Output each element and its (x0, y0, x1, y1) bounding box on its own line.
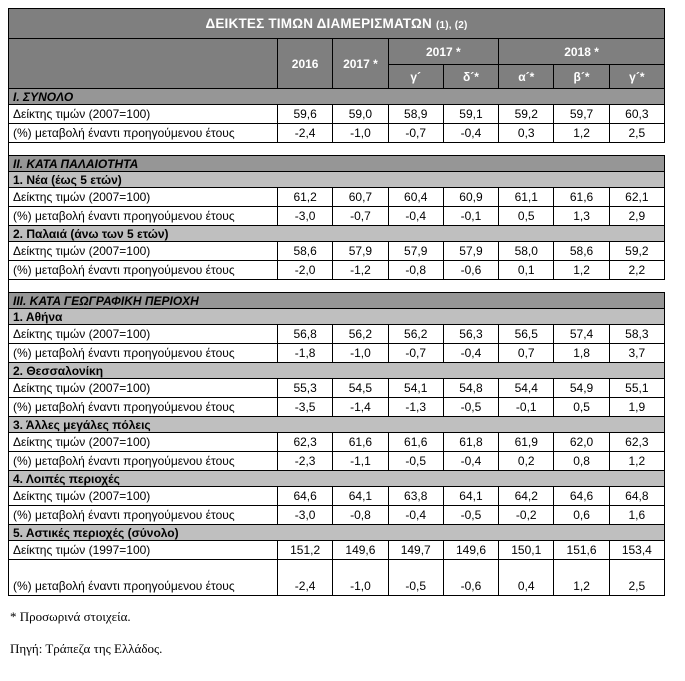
value-cell: 59,1 (443, 105, 498, 124)
section-header-label: ΙΙΙ. ΚΑΤΑ ΓΕΩΓΡΑΦΙΚΗ ΠΕΡΙΟΧΗ (9, 293, 665, 309)
value-cell: -0,4 (443, 344, 498, 363)
value-cell: 56,5 (499, 325, 554, 344)
value-cell: 57,9 (333, 242, 388, 261)
subsection-header-row (9, 417, 665, 433)
value-cell: 1,8 (554, 344, 609, 363)
subsection-header-label: 1. Αθήνα (9, 309, 665, 325)
value-cell: 61,6 (333, 433, 388, 452)
value-cell: -0,6 (443, 560, 498, 596)
footnote-source: Πηγή: Τράπεζα της Ελλάδος. (10, 641, 163, 656)
value-cell: 61,6 (554, 188, 609, 207)
table-row (9, 344, 665, 363)
section-header-row (9, 89, 665, 105)
value-cell: 0,2 (499, 452, 554, 471)
apartment-price-index-table (8, 8, 665, 596)
row-label: (%) μεταβολή έναντι προηγούμενου έτους (9, 207, 278, 226)
value-cell: 149,6 (333, 541, 388, 560)
value-cell: 1,6 (609, 506, 664, 525)
section-header-label: ΙΙ. ΚΑΤΑ ΠΑΛΑΙΟΤΗΤΑ (9, 156, 665, 172)
value-cell: 54,9 (554, 379, 609, 398)
value-cell: -2,0 (278, 261, 333, 280)
value-cell: 3,7 (609, 344, 664, 363)
column-header-2017-q3: γ´ (388, 65, 443, 89)
row-label: (%) μεταβολή έναντι προηγούμενου έτους (9, 344, 278, 363)
table-row (9, 398, 665, 417)
row-label: Δείκτης τιμών (2007=100) (9, 379, 278, 398)
value-cell: 58,6 (554, 242, 609, 261)
value-cell: -1,1 (333, 452, 388, 471)
value-cell: 54,8 (443, 379, 498, 398)
table-row (9, 560, 665, 596)
value-cell: -0,7 (388, 344, 443, 363)
subsection-header-label: 5. Αστικές περιοχές (σύνολο) (9, 525, 665, 541)
footnotes (8, 609, 677, 657)
value-cell: 1,3 (554, 207, 609, 226)
value-cell: 61,6 (388, 433, 443, 452)
value-cell: 2,2 (609, 261, 664, 280)
value-cell: 0,5 (499, 207, 554, 226)
value-cell: 64,1 (333, 487, 388, 506)
value-cell: 150,1 (499, 541, 554, 560)
column-header-2018-q3: γ´* (609, 65, 664, 89)
value-cell: -0,1 (443, 207, 498, 226)
value-cell: 151,2 (278, 541, 333, 560)
table-row (9, 325, 665, 344)
value-cell: 64,6 (554, 487, 609, 506)
value-cell: 64,8 (609, 487, 664, 506)
value-cell: 55,3 (278, 379, 333, 398)
value-cell: 63,8 (388, 487, 443, 506)
value-cell: -0,7 (333, 207, 388, 226)
value-cell: 56,3 (443, 325, 498, 344)
row-label: Δείκτης τιμών (2007=100) (9, 188, 278, 207)
spacer-row (9, 280, 665, 293)
subsection-header-row (9, 363, 665, 379)
value-cell: 153,4 (609, 541, 664, 560)
footnote-provisional: * Προσωρινά στοιχεία. (10, 609, 131, 624)
value-cell: 2,9 (609, 207, 664, 226)
value-cell: -2,3 (278, 452, 333, 471)
value-cell: 54,4 (499, 379, 554, 398)
value-cell: -0,5 (388, 560, 443, 596)
value-cell: -3,5 (278, 398, 333, 417)
subsection-header-row (9, 471, 665, 487)
subsection-header-label: 1. Νέα (έως 5 ετών) (9, 172, 665, 188)
value-cell: -0,4 (388, 207, 443, 226)
value-cell: 60,3 (609, 105, 664, 124)
value-cell: 54,1 (388, 379, 443, 398)
value-cell: -3,0 (278, 207, 333, 226)
value-cell: 59,0 (333, 105, 388, 124)
value-cell: 59,2 (499, 105, 554, 124)
value-cell: 151,6 (554, 541, 609, 560)
value-cell: 64,6 (278, 487, 333, 506)
value-cell: 55,1 (609, 379, 664, 398)
column-group-2017: 2017 * (388, 39, 499, 65)
row-label: (%) μεταβολή έναντι προηγούμενου έτους (9, 452, 278, 471)
value-cell: 62,3 (609, 433, 664, 452)
value-cell: 61,2 (278, 188, 333, 207)
value-cell: 59,2 (609, 242, 664, 261)
value-cell: 57,9 (443, 242, 498, 261)
row-label-column-header (9, 39, 278, 89)
row-label: (%) μεταβολή έναντι προηγούμενου έτους (9, 506, 278, 525)
value-cell: 62,1 (609, 188, 664, 207)
spacer-cell (9, 280, 665, 293)
value-cell: -0,8 (388, 261, 443, 280)
value-cell: 1,2 (554, 261, 609, 280)
table-row (9, 261, 665, 280)
row-label: Δείκτης τιμών (2007=100) (9, 433, 278, 452)
value-cell: 58,3 (609, 325, 664, 344)
row-label: Δείκτης τιμών (1997=100) (9, 541, 278, 560)
value-cell: -0,6 (443, 261, 498, 280)
value-cell: 57,9 (388, 242, 443, 261)
value-cell: -1,8 (278, 344, 333, 363)
table-row (9, 188, 665, 207)
row-label: (%) μεταβολή έναντι προηγούμενου έτους (9, 124, 278, 143)
value-cell: 62,3 (278, 433, 333, 452)
column-group-header-row (9, 39, 665, 65)
section-header-label: Ι. ΣΥΝΟΛΟ (9, 89, 665, 105)
value-cell: -0,4 (388, 506, 443, 525)
value-cell: 0,5 (554, 398, 609, 417)
row-label: Δείκτης τιμών (2007=100) (9, 242, 278, 261)
row-label: (%) μεταβολή έναντι προηγούμενου έτους (9, 261, 278, 280)
table-title-note: (1), (2) (435, 20, 468, 31)
value-cell: 59,6 (278, 105, 333, 124)
table-row (9, 506, 665, 525)
value-cell: 61,1 (499, 188, 554, 207)
value-cell: 54,5 (333, 379, 388, 398)
table-body (9, 89, 665, 596)
table-row (9, 487, 665, 506)
table-row (9, 452, 665, 471)
value-cell: 57,4 (554, 325, 609, 344)
value-cell: 2,5 (609, 124, 664, 143)
subsection-header-row (9, 226, 665, 242)
value-cell: 56,2 (333, 325, 388, 344)
value-cell: 64,2 (499, 487, 554, 506)
value-cell: 1,2 (609, 452, 664, 471)
row-label: Δείκτης τιμών (2007=100) (9, 487, 278, 506)
table-row (9, 124, 665, 143)
table-row (9, 433, 665, 452)
value-cell: 56,8 (278, 325, 333, 344)
value-cell: 1,2 (554, 560, 609, 596)
value-cell: -0,4 (443, 124, 498, 143)
value-cell: 1,2 (554, 124, 609, 143)
value-cell: -2,4 (278, 560, 333, 596)
table-title: ΔΕΙΚΤΕΣ ΤΙΜΩΝ ΔΙΑΜΕΡΙΣΜΑΤΩΝ (205, 16, 432, 31)
value-cell: -2,4 (278, 124, 333, 143)
value-cell: 149,6 (443, 541, 498, 560)
row-label: (%) μεταβολή έναντι προηγούμενου έτους (9, 560, 278, 596)
value-cell: -0,2 (499, 506, 554, 525)
value-cell: 0,8 (554, 452, 609, 471)
table-row (9, 207, 665, 226)
value-cell: -0,4 (443, 452, 498, 471)
subsection-header-label: 3. Άλλες μεγάλες πόλεις (9, 417, 665, 433)
value-cell: 60,7 (333, 188, 388, 207)
spacer-cell (9, 143, 665, 156)
value-cell: 59,7 (554, 105, 609, 124)
column-header-2018-q2: β´* (554, 65, 609, 89)
value-cell: 58,9 (388, 105, 443, 124)
column-header-2017-q4: δ´* (443, 65, 498, 89)
value-cell: 58,6 (278, 242, 333, 261)
value-cell: -1,0 (333, 344, 388, 363)
column-header-2017: 2017 * (333, 39, 388, 89)
value-cell: -1,4 (333, 398, 388, 417)
subsection-header-label: 2. Θεσσαλονίκη (9, 363, 665, 379)
value-cell: 0,7 (499, 344, 554, 363)
subsection-header-row (9, 309, 665, 325)
value-cell: 1,9 (609, 398, 664, 417)
value-cell: -0,7 (388, 124, 443, 143)
subsection-header-label: 2. Παλαιά (άνω των 5 ετών) (9, 226, 665, 242)
value-cell: -0,5 (443, 506, 498, 525)
value-cell: 0,3 (499, 124, 554, 143)
value-cell: 0,4 (499, 560, 554, 596)
value-cell: 64,1 (443, 487, 498, 506)
row-label: Δείκτης τιμών (2007=100) (9, 105, 278, 124)
value-cell: 62,0 (554, 433, 609, 452)
value-cell: -0,8 (333, 506, 388, 525)
value-cell: 60,9 (443, 188, 498, 207)
value-cell: -1,0 (333, 560, 388, 596)
table-title-row (9, 9, 665, 39)
value-cell: 61,9 (499, 433, 554, 452)
value-cell: 2,5 (609, 560, 664, 596)
value-cell: -1,0 (333, 124, 388, 143)
spacer-row (9, 143, 665, 156)
value-cell: 58,0 (499, 242, 554, 261)
subsection-header-row (9, 525, 665, 541)
value-cell: -0,5 (443, 398, 498, 417)
value-cell: 56,2 (388, 325, 443, 344)
value-cell: -1,3 (388, 398, 443, 417)
value-cell: -0,1 (499, 398, 554, 417)
value-cell: -1,2 (333, 261, 388, 280)
row-label: (%) μεταβολή έναντι προηγούμενου έτους (9, 398, 278, 417)
table-header (9, 9, 665, 89)
row-label: Δείκτης τιμών (2007=100) (9, 325, 278, 344)
table-row (9, 541, 665, 560)
value-cell: 149,7 (388, 541, 443, 560)
value-cell: 0,1 (499, 261, 554, 280)
table-row (9, 105, 665, 124)
value-cell: 60,4 (388, 188, 443, 207)
value-cell: -3,0 (278, 506, 333, 525)
column-group-2018: 2018 * (499, 39, 665, 65)
table-title-cell (9, 9, 665, 39)
value-cell: 0,6 (554, 506, 609, 525)
subsection-header-row (9, 172, 665, 188)
value-cell: 61,8 (443, 433, 498, 452)
subsection-header-label: 4. Λοιπές περιοχές (9, 471, 665, 487)
column-header-2016: 2016 (278, 39, 333, 89)
section-header-row (9, 156, 665, 172)
column-header-2018-q1: α´* (499, 65, 554, 89)
table-row (9, 242, 665, 261)
section-header-row (9, 293, 665, 309)
value-cell: -0,5 (388, 452, 443, 471)
table-row (9, 379, 665, 398)
